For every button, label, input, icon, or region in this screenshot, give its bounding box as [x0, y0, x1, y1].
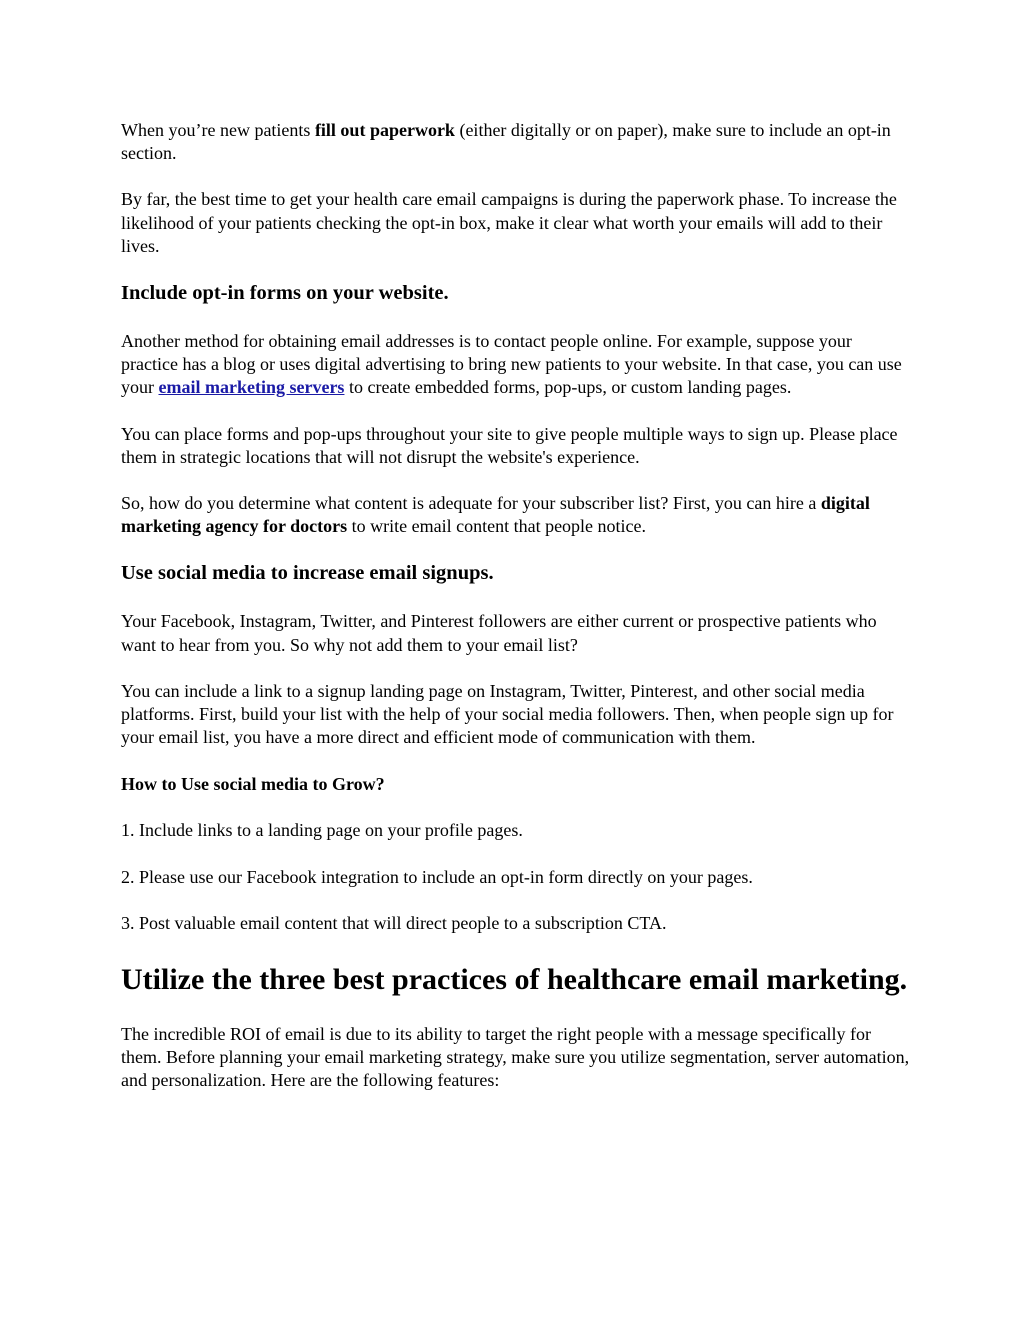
paragraph-text: When you’re new patients	[121, 120, 315, 140]
list-item: 2. Please use our Facebook integration to include an opt-in form directly on your pages.	[121, 866, 753, 887]
list-item: 1. Include links to a landing page on your profile pages.	[121, 820, 523, 841]
heading-optin-forms: Include opt-in forms on your website.	[121, 282, 449, 305]
paragraph-followers: Your Facebook, Instagram, Twitter, and Pinterest followers are either current or prospective patients who want to hear from you. So why not add them to your email list?	[121, 611, 877, 655]
paragraph-text: Another method for obtaining email addresses is to contact people online. For example, suppose your practice has a blog or uses digital advertising to bring new patients to your website. In that case, you can use your	[121, 331, 902, 398]
paragraph-paperwork	[121, 119, 911, 165]
paragraph-content-adequate	[121, 492, 911, 538]
bold-phrase: fill out paperwork	[314, 120, 455, 140]
email-marketing-servers-link[interactable]: email marketing servers	[158, 377, 345, 398]
paragraph-text: to write email content that people notice.	[347, 516, 647, 537]
document-page	[121, 119, 911, 1093]
paragraph-text: (either digitally or on paper), make sure to include an opt-in section.	[121, 120, 891, 164]
paragraph-text: So, how do you determine what content is adequate for your subscriber list? First, you can hire a	[121, 493, 821, 514]
list-item: 3. Post valuable email content that will direct people to a subscription CTA.	[121, 912, 667, 933]
paragraph-forms-popups: You can place forms and pop-ups throughout your site to give people multiple ways to sign up. Please place them in strategic locations that will not disrupt the website's experience.	[121, 423, 898, 467]
heading-how-to-grow: How to Use social media to Grow?	[121, 774, 385, 795]
paragraph-best-time: By far, the best time to get your health care email campaigns is during the paperwork phase. To increase the likelihood of your patients checking the opt-in box, make it clear what worth your emails will add to their lives.	[121, 189, 897, 256]
paragraph-text: to create embedded forms, pop-ups, or custom landing pages.	[344, 377, 792, 398]
paragraph-signup-link: You can include a link to a signup landing page on Instagram, Twitter, Pinterest, and other social media platforms. First, build your list with the help of your social media followers. Then, when people sign up for your email list, you have a more direct and efficient mode of communication with them.	[121, 680, 894, 748]
paragraph-roi: The incredible ROI of email is due to its ability to target the right people with a message specifically for them. Before planning your email marketing strategy, make sure you utilize segmentation, server automation, and personalization. Here are the following features:	[121, 1024, 910, 1091]
paragraph-online-method	[121, 330, 911, 400]
bold-phrase: digital marketing agency for doctors	[121, 493, 870, 537]
heading-best-practices: Utilize the three best practices of healthcare email marketing.	[121, 963, 908, 997]
heading-social-media: Use social media to increase email signups.	[121, 562, 494, 585]
